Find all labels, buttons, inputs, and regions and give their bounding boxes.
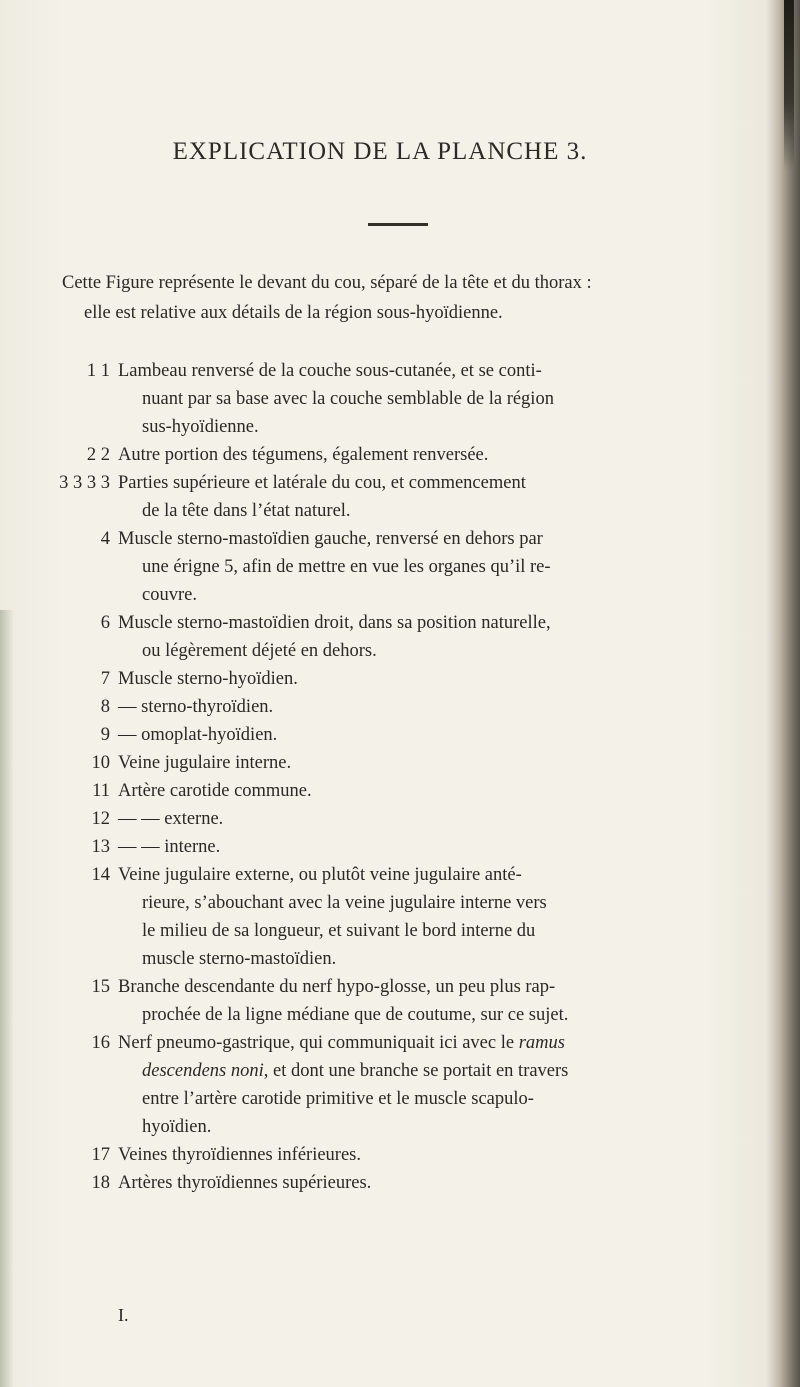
entry-line: une érigne 5, afin de mettre en vue les organes qu’il re- [142,557,551,577]
signature-mark: I. [118,1305,129,1325]
entry-line: Veine jugulaire interne. [118,753,292,773]
entry-text [118,357,594,441]
entry-line: — — interne. [118,837,221,857]
entry-line: ou légèrement déjeté en dehors. [142,641,377,661]
entry-line: entre l’artère carotide primitive et le muscle scapulo- [142,1089,534,1109]
entry-text [118,1029,594,1141]
book-spine-edge [784,0,794,170]
entry-number: 9 [100,725,110,745]
entry-text [118,861,594,973]
entry-number: 6 [100,613,110,633]
intro-line: elle est relative aux détails de la région sous-hyoïdienne. [84,303,503,323]
entry-line: — — externe. [118,809,224,829]
entry-line: hyoïdien. [142,1117,212,1137]
legend-entry [0,665,800,693]
entry-number: 18 [91,1173,110,1193]
entry-text [118,609,594,665]
entry-number: 15 [91,977,110,997]
legend-list [0,357,800,1197]
entry-line: Artères thyroïdiennes supérieures. [118,1173,372,1193]
entry-number: 3 3 3 3 [59,473,110,493]
entry-line: Autre portion des tégumens, également renversée. [118,445,489,465]
entry-number: 4 [100,529,110,549]
entry-text [118,777,594,805]
entry-line [118,1029,594,1057]
intro-paragraph [0,268,760,328]
entry-line: Veine jugulaire externe, ou plutôt veine jugulaire anté- [118,865,522,885]
entry-line: Muscle sterno-hyoïdien. [118,669,298,689]
entry-text [118,665,594,693]
entry-text [118,721,594,749]
entry-text [118,805,594,833]
entry-line [118,1057,594,1085]
legend-entry [0,357,800,441]
legend-entry [0,525,800,609]
entry-line: Branche descendante du nerf hypo-glosse, un peu plus rap- [118,977,556,997]
legend-entry [0,693,800,721]
entry-line: prochée de la ligne médiane que de coutume, sur ce sujet. [142,1005,569,1025]
legend-entry [0,749,800,777]
entry-text [118,441,594,469]
legend-entry [0,973,800,1029]
entry-line: rieure, s’abouchant avec la veine jugulaire interne vers [142,893,547,913]
entry-text [118,693,594,721]
entry-line: Parties supérieure et latérale du cou, et commencement [118,473,526,493]
legend-entry [0,609,800,665]
entry-line-text: , et dont une branche se portait en travers [263,1061,569,1081]
entry-line: le milieu de sa longueur, et suivant le bord interne du [142,921,536,941]
legend-entry [0,777,800,805]
intro-line: Cette Figure représente le devant du cou, séparé de la tête et du thorax : [62,273,592,293]
entry-line: Lambeau renversé de la couche sous-cutanée, et se conti- [118,361,542,381]
title-rule [368,223,428,226]
entry-number: 14 [91,865,110,885]
entry-text [118,833,594,861]
entry-line: de la tête dans l’état naturel. [142,501,351,521]
legend-entry [0,833,800,861]
legend-entry [0,805,800,833]
entry-line: Veines thyroïdiennes inférieures. [118,1145,361,1165]
entry-line: Muscle sterno-mastoïdien droit, dans sa position naturelle, [118,613,551,633]
legend-entry [0,1029,800,1141]
entry-line: nuant par sa base avec la couche semblable de la région [142,389,554,409]
entry-number: 8 [100,697,110,717]
entry-number: 7 [100,669,110,689]
entry-line: Muscle sterno-mastoïdien gauche, renversé en dehors par [118,529,543,549]
legend-entry [0,1169,800,1197]
entry-text [118,973,594,1029]
page-title: EXPLICATION DE LA PLANCHE 3. [172,138,588,165]
entry-number: 17 [91,1145,110,1165]
entry-line: sus-hyoïdienne. [142,417,259,437]
entry-number: 10 [91,753,110,773]
entry-number: 16 [91,1033,110,1053]
entry-number: 1 1 [86,361,110,381]
legend-entry [0,721,800,749]
entry-line-text: Nerf pneumo-gastrique, qui communiquait ici avec le [118,1033,519,1053]
entry-line: — sterno-thyroïdien. [118,697,274,717]
entry-text [118,469,594,525]
entry-italic-term: ramus [518,1033,565,1053]
entry-line: — omoplat-hyoïdien. [118,725,278,745]
entry-number: 11 [92,781,110,801]
entry-text [118,525,594,609]
legend-entry [0,441,800,469]
legend-entry [0,861,800,973]
legend-entry [0,1141,800,1169]
entry-line: couvre. [142,585,197,605]
entry-text [118,1169,594,1197]
entry-number: 2 2 [86,445,110,465]
entry-italic-term: descendens noni [142,1061,264,1081]
legend-entry [0,469,800,525]
entry-line: Artère carotide commune. [118,781,312,801]
entry-number: 13 [91,837,110,857]
entry-text [118,749,594,777]
entry-line: muscle sterno-mastoïdien. [142,949,337,969]
entry-text [118,1141,594,1169]
entry-number: 12 [91,809,110,829]
